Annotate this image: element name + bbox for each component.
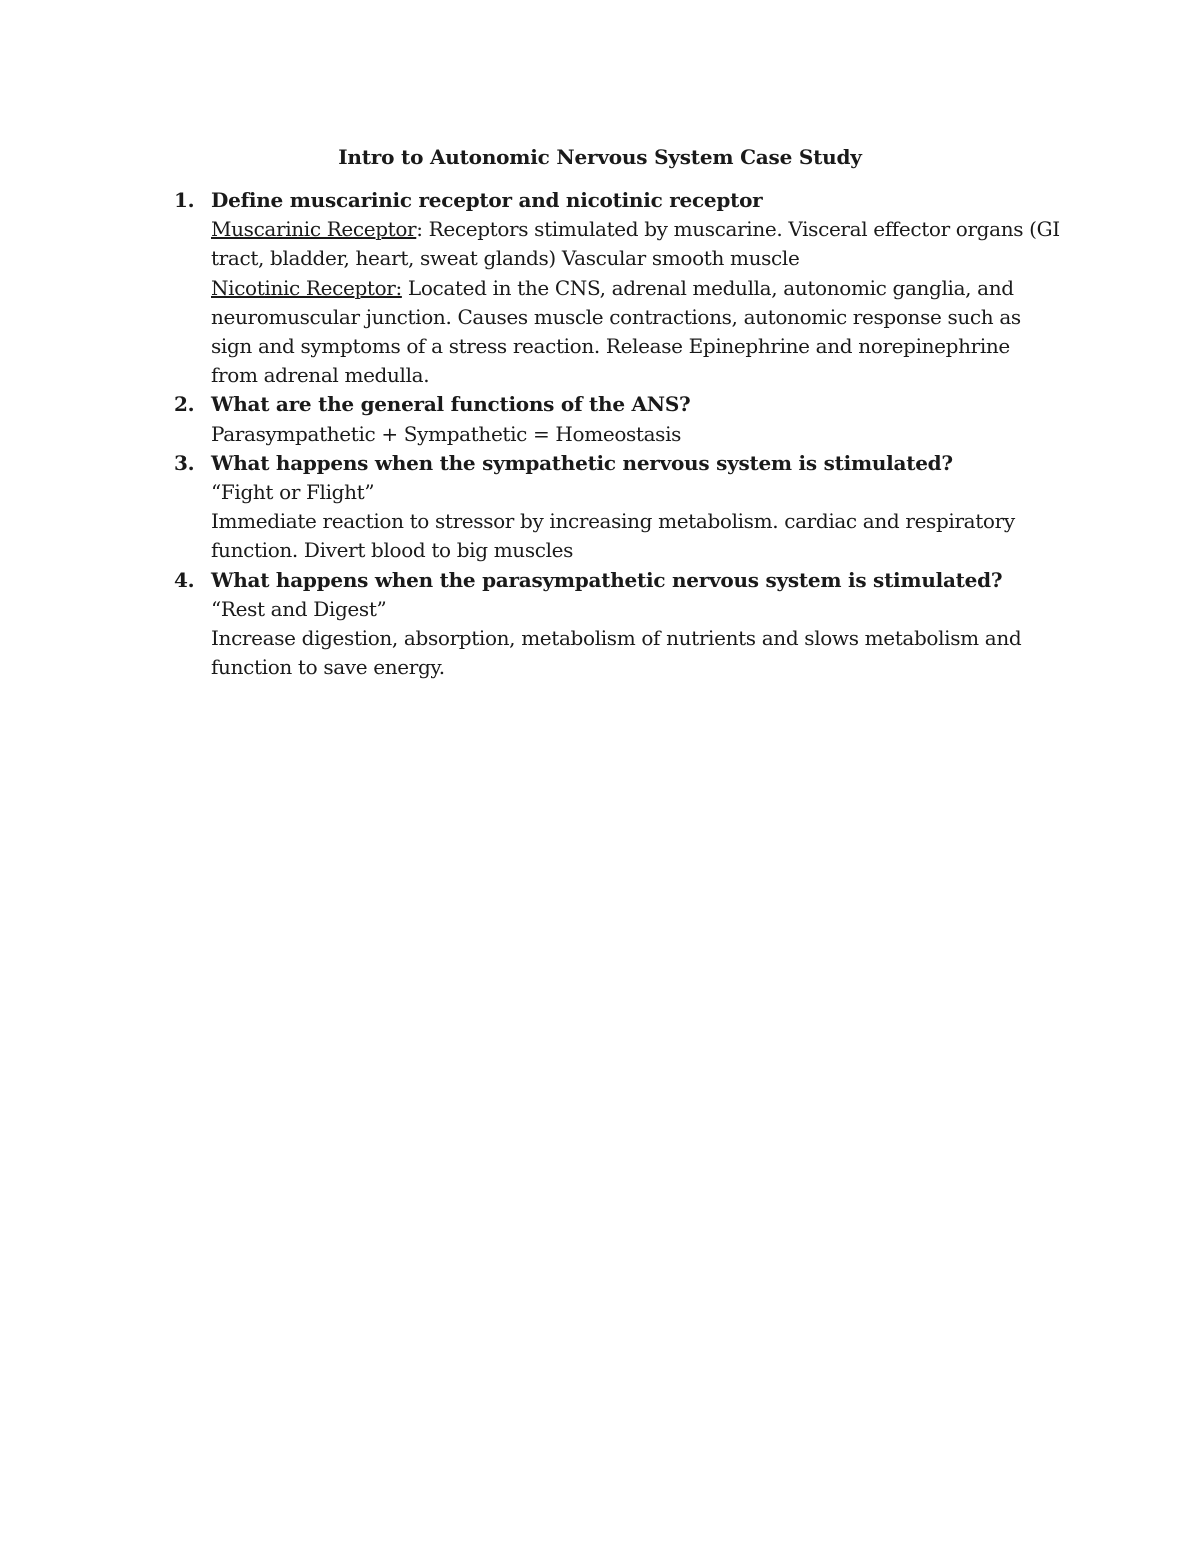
question-number: 1. [174,188,195,212]
question-item-3 [0,449,1200,566]
answer-paragraph: “Fight or Flight” [211,480,375,505]
question-text: Define muscarinic receptor and nicotinic receptor [211,188,763,212]
question-text: What are the general functions of the ANS? [211,392,691,417]
question-number: 2. [174,392,195,417]
answer-text: : Receptors stimulated by muscarine. Visceral effector organs (GI tract, bladder, heart, sweat glands) Vascular smooth muscle [211,217,1060,271]
answer-text: Located in the CNS, adrenal medulla, autonomic ganglia, and neuromuscular junction. Causes muscle contractions, autonomic response such as sign and symptoms of a stress reaction. Release Epinephrine and norepinephrine from adrenal medulla. [211,275,1021,388]
answer-label: Nicotinic Receptor: [211,275,402,300]
question-text: What happens when the sympathetic nervous system is stimulated? [211,450,953,475]
page-title: Intro to Autonomic Nervous System Case Study [338,145,862,169]
question-list [0,186,1200,682]
question-item-1 [0,186,1200,390]
question-item-2 [0,390,1200,448]
answer-paragraph: Parasympathetic + Sympathetic = Homeostasis [211,421,682,446]
answer-paragraph: Increase digestion, absorption, metabolism of nutrients and slows metabolism and function to save energy. [211,626,1022,680]
question-number: 3. [174,450,195,475]
question-text: What happens when the parasympathetic nervous system is stimulated? [211,567,1003,592]
question-item-4 [0,566,1200,683]
answer-label: Muscarinic Receptor [211,217,417,242]
answer-paragraph [211,215,1060,273]
question-number: 4. [174,567,195,592]
answer-paragraph: “Rest and Digest” [211,596,387,621]
answer-paragraph [211,274,1060,391]
answer-paragraph: Immediate reaction to stressor by increasing metabolism. cardiac and respiratory function. Divert blood to big muscles [211,509,1015,563]
